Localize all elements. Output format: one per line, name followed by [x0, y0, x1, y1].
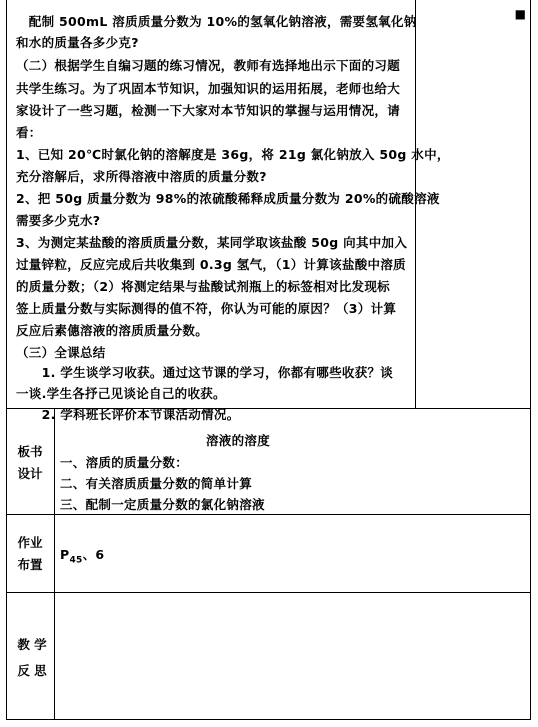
paragraph-line: 配制 500mL 溶质质量分数为 10%的氢氧化钠溶液，需要氢氧化钠: [16, 14, 417, 29]
paragraph-line: 的质量分数；（2）将测定结果与盐酸试剂瓶上的标签相对比发现标: [16, 279, 390, 294]
paragraph-line: 家设计了一些习题，检测一下大家对本节知识的掌握与运用情况，请: [16, 103, 401, 118]
paragraph-line: （二）根据学生自编习题的练习情况，教师有选择地出示下面的习题: [16, 58, 401, 73]
border-bottom: [6, 719, 531, 720]
paragraph-line: 过量锌粒，反应完成后共收集到 0.3g 氢气，（1）计算该盐酸中溶质: [16, 257, 406, 272]
board-title: 溶液的溶度: [206, 433, 271, 448]
paragraph-line: 1. 学生谈学习收获。通过这节课的学习，你都有哪些收获？谈: [16, 365, 394, 380]
board-item: 三、配制一定质量分数的氯化钠溶液: [60, 497, 265, 512]
paragraph-line: 签上质量分数与实际测得的值不符，你认为可能的原因？（3）计算: [16, 301, 397, 316]
paragraph-line: （三）全课总结: [16, 345, 106, 360]
paragraph-line: 2、把 50g 质量分数为 98%的浓硫酸稀释成质量分数为 20%的硫酸溶液: [16, 191, 440, 206]
lesson-plan-table: [6, 0, 531, 720]
homework-page-prefix: P: [60, 547, 70, 562]
paragraph-line: 共学生练习。为了巩固本节知识，加强知识的运用拓展，老师也给大: [16, 81, 401, 96]
paragraph-line: 3、为测定某盐酸的溶质质量分数，某同学取该盐酸 50g 向其中加入: [16, 235, 408, 250]
board-item: 一、溶质的质量分数：: [60, 455, 189, 470]
border-left: [6, 0, 7, 720]
board-label: [8, 441, 52, 485]
board-label-line1: 板书: [17, 444, 43, 459]
paragraph-line: 1、已知 20℃时氯化钠的溶解度是 36g，将 21g 氯化钠放入 50g 水中，: [16, 147, 450, 162]
row-divider-3: [6, 592, 531, 593]
homework-label-line1: 作业: [17, 535, 43, 550]
paragraph-line: 需要多少克水?: [16, 213, 101, 228]
paragraph-line: 看：: [16, 125, 42, 140]
homework-page-rest: 、6: [82, 547, 105, 562]
paragraph-line: 充分溶解后，求所得溶液中溶质的质量分数?: [16, 169, 267, 184]
paragraph-line: 反应后素僡溶液的溶质质量分数。: [16, 323, 209, 338]
reflection-label: [8, 634, 56, 682]
board-item: 二、有关溶质质量分数的简单计算: [60, 476, 253, 491]
homework-value: [60, 544, 104, 572]
paragraph-line: 2. 学科班长评价本节课活动情况。: [16, 407, 240, 422]
homework-label: [8, 532, 52, 576]
paragraph-line: 一谈.学生各抒己见谈论自己的收获。: [16, 386, 226, 401]
board-label-line2: 设计: [17, 466, 43, 481]
corner-mark: ■: [514, 7, 526, 21]
homework-page-number: 45: [69, 555, 83, 566]
reflection-label-line1: 教 学: [17, 637, 47, 652]
paragraph-line: 和水的质量各多少克?: [16, 35, 139, 50]
border-right: [530, 0, 531, 720]
homework-label-line2: 布置: [17, 557, 43, 572]
reflection-label-line2: 反 思: [17, 663, 47, 678]
